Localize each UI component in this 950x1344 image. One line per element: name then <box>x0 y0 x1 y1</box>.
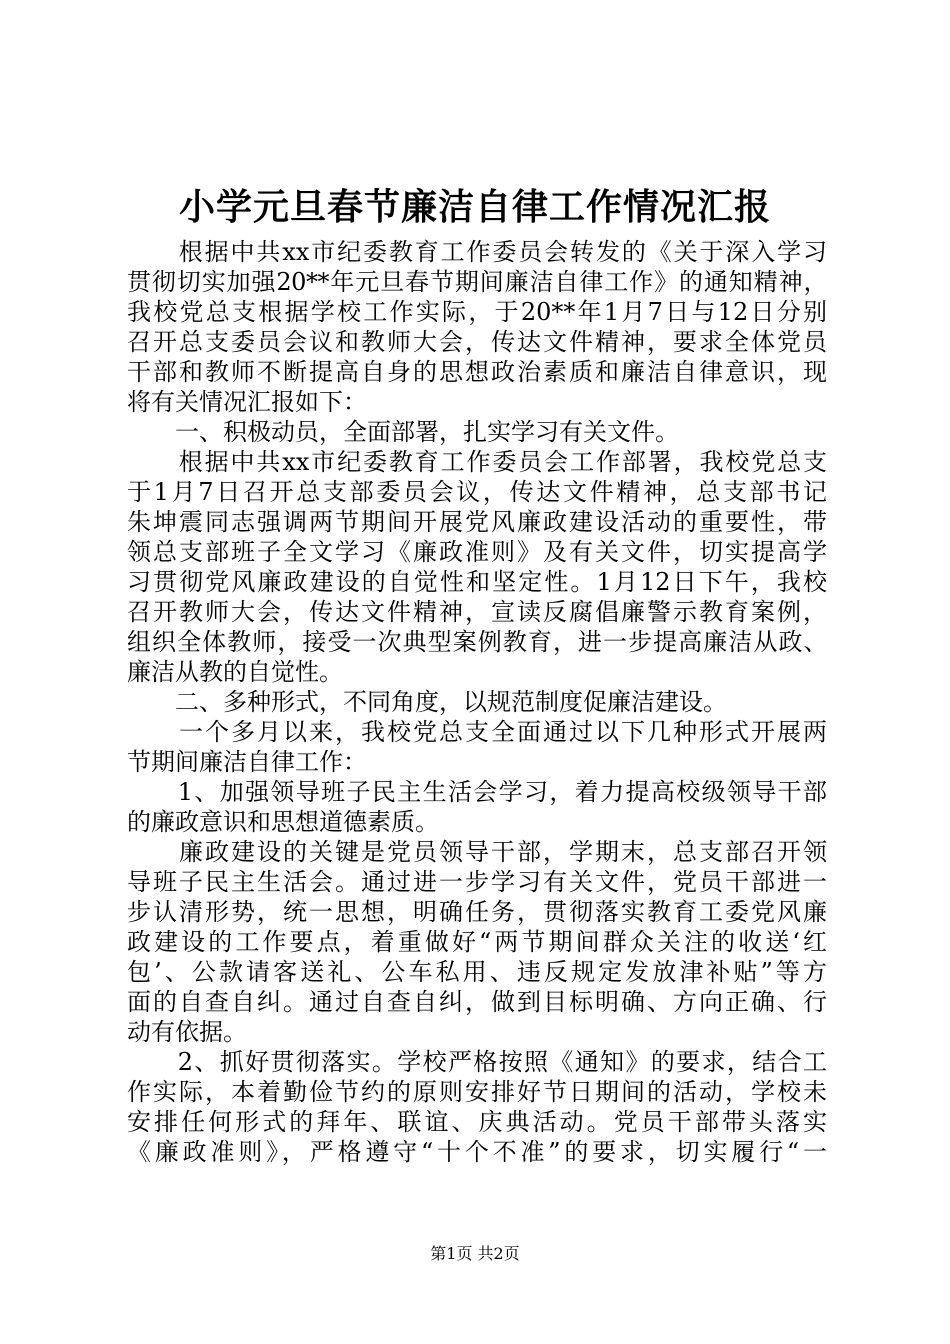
document-title: 小学元旦春节廉洁自律工作情况汇报 <box>178 186 771 228</box>
text-line: 步认清形势，统一思想，明确任务，贯彻落实教育工委党风廉 <box>127 898 827 926</box>
text-line: 2、抓好贯彻落实。学校严格按照《通知》的要求，结合工 <box>127 1048 827 1076</box>
section-heading: 二、多种形式，不同角度，以规范制度促廉洁建设。 <box>127 688 727 716</box>
text-line: 习贯彻党风廉政建设的自觉性和坚定性。1月12日下午，我校 <box>127 568 827 596</box>
text-line: 领总支部班子全文学习《廉政准则》及有关文件，切实提高学 <box>127 538 827 566</box>
text-line: 的廉政意识和思想道德素质。 <box>127 808 439 836</box>
text-line: 召开教师大会，传达文件精神，宣读反腐倡廉警示教育案例， <box>127 598 827 626</box>
text-line: 1、加强领导班子民主生活会学习，着力提高校级领导干部 <box>127 778 827 806</box>
text-line: 动有依据。 <box>127 1018 247 1046</box>
section-heading: 一、积极动员，全面部署，扎实学习有关文件。 <box>127 418 679 446</box>
text-line: 根据中共xx市纪委教育工作委员会工作部署，我校党总支 <box>127 448 827 476</box>
text-line: 廉洁从教的自觉性。 <box>127 658 343 686</box>
text-line: 于1月7日召开总支部委员会议，传达文件精神，总支部书记 <box>127 478 827 506</box>
text-line: 导班子民主生活会。通过进一步学习有关文件，党员干部进一 <box>127 868 827 896</box>
text-line: 作实际，本着勤俭节约的原则安排好节日期间的活动，学校未 <box>127 1078 827 1106</box>
text-line: 朱坤震同志强调两节期间开展党风廉政建设活动的重要性，带 <box>127 508 827 536</box>
document-body <box>127 237 827 1167</box>
text-line: 廉政建设的关键是党员领导干部，学期末，总支部召开领 <box>127 838 827 866</box>
text-line: 面的自查自纠。通过自查自纠，做到目标明确、方向正确、行 <box>127 988 827 1016</box>
text-line: 召开总支委员会议和教师大会，传达文件精神，要求全体党员 <box>127 328 827 356</box>
text-line: 贯彻切实加强20**年元旦春节期间廉洁自律工作》的通知精神， <box>127 268 827 296</box>
text-line: 根据中共xx市纪委教育工作委员会转发的《关于深入学习 <box>127 238 827 266</box>
text-line: 节期间廉洁自律工作： <box>127 748 367 776</box>
text-line: 包’、公款请客送礼、公车私用、违反规定发放津补贴”等方 <box>127 958 827 986</box>
text-line: 干部和教师不断提高自身的思想政治素质和廉洁自律意识，现 <box>127 358 827 386</box>
text-line: 将有关情况汇报如下： <box>127 388 367 416</box>
text-line: 《廉政准则》，严格遵守“十个不准”的要求，切实履行“一 <box>127 1138 827 1166</box>
text-line: 安排任何形式的拜年、联谊、庆典活动。党员干部带头落实 <box>127 1108 827 1136</box>
page-footer: 第1页 共2页 <box>430 1244 520 1263</box>
text-line: 我校党总支根据学校工作实际，于20**年1月7日与12日分别 <box>127 298 827 326</box>
text-line: 一个多月以来，我校党总支全面通过以下几种形式开展两 <box>127 718 827 746</box>
text-line: 组织全体教师，接受一次典型案例教育，进一步提高廉洁从政、 <box>127 628 827 656</box>
text-line: 政建设的工作要点，着重做好“两节期间群众关注的收送‘红 <box>127 928 827 956</box>
